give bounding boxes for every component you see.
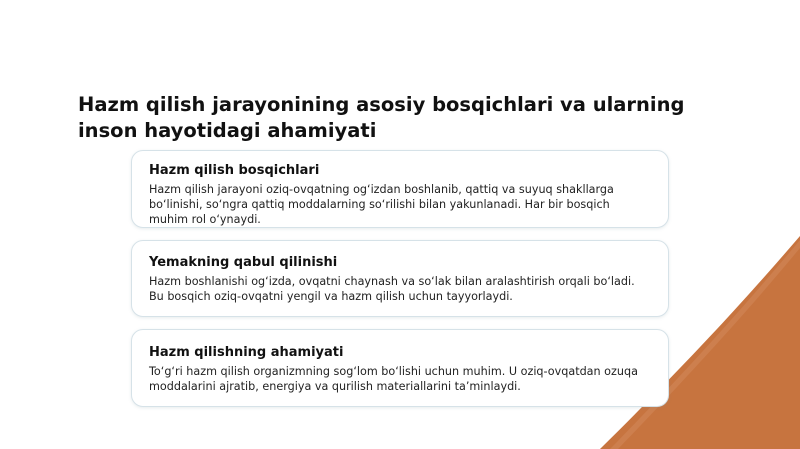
card-text: To‘g‘ri hazm qilish organizmning sog‘lom bo‘lishi uchun muhim. U oziq-ovqatdan ozuqa moddalarini ajratib, energiya va qurilish materiallarini ta’minlaydi. — [149, 365, 638, 393]
slide-title: Hazm qilish jarayonining asosiy bosqichlari va ularning inson hayotidagi ahamiyati — [78, 93, 685, 142]
card-digestion-stages — [131, 150, 669, 228]
card-text: Hazm boshlanishi og‘izda, ovqatni chaynash va so‘lak bilan aralashtirish orqali bo‘ladi. Bu bosqich oziq-ovqatni yengil va hazm qilish uchun tayyorlaydi. — [149, 275, 635, 303]
card-title: Hazm qilish bosqichlari — [149, 163, 320, 178]
card-title: Hazm qilishning ahamiyati — [149, 345, 344, 360]
card-digestion-importance — [131, 329, 669, 407]
card-title: Yemakning qabul qilinishi — [149, 255, 338, 270]
card-text: Hazm qilish jarayoni oziq-ovqatning og‘izdan boshlanib, qattiq va suyuq shakllarga bo‘linishi, so‘ngra qattiq moddalarning so‘rilishi bilan yakunlanadi. Har bir bosqich muhim rol o‘ynaydi. — [149, 183, 614, 226]
card-food-intake — [131, 240, 669, 317]
